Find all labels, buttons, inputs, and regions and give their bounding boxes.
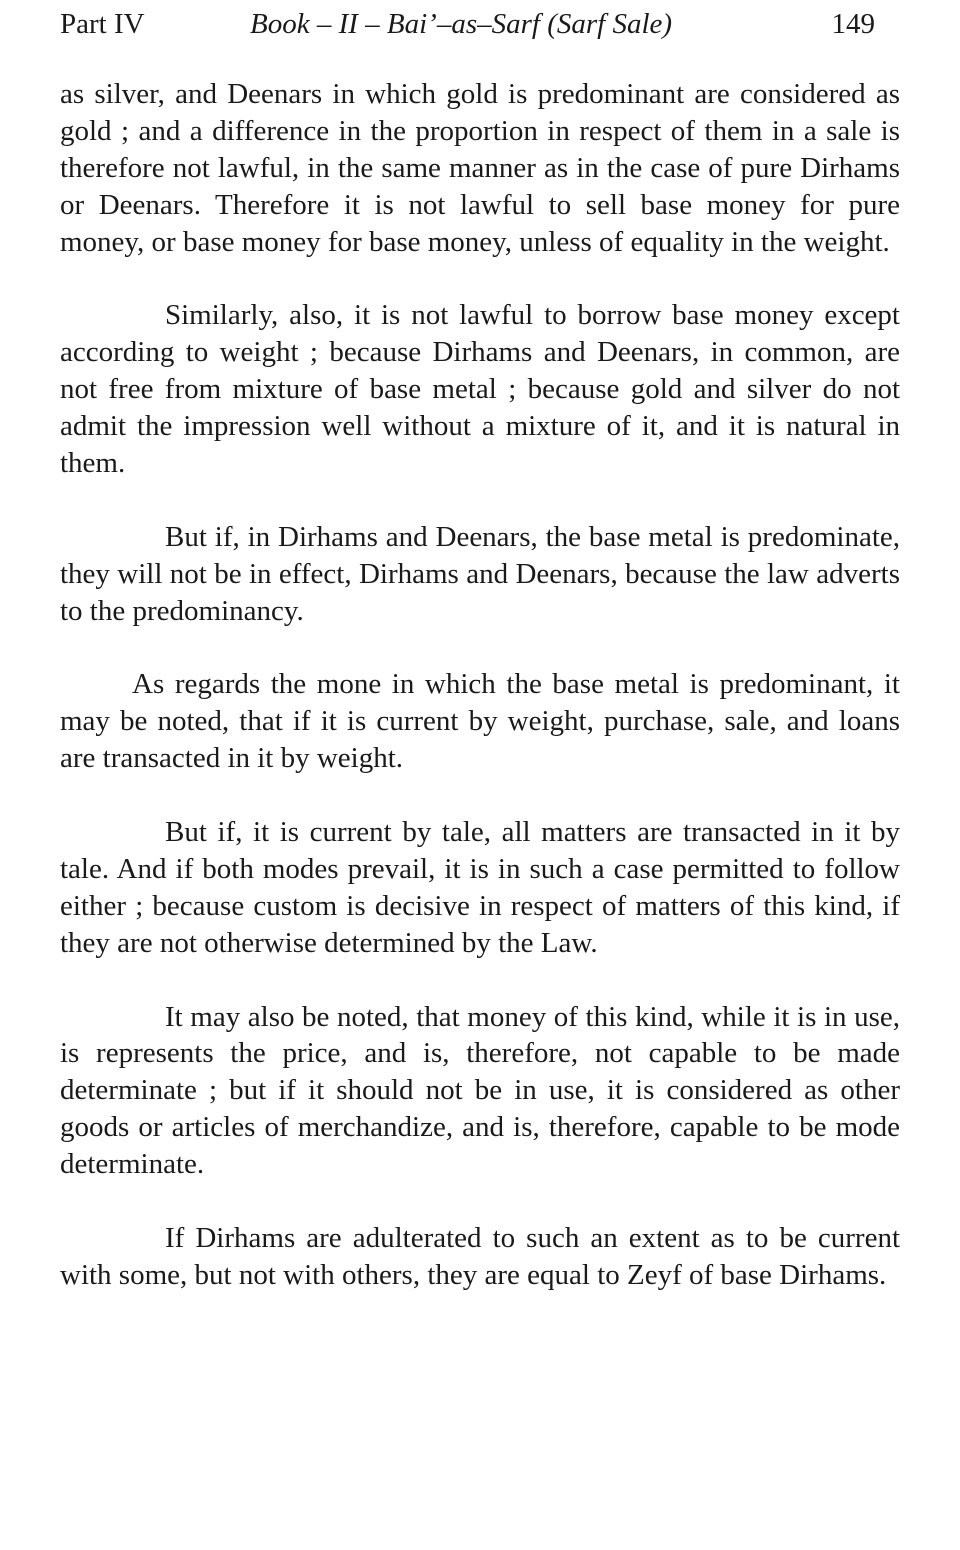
running-title: Book – II – Bai’–as–Sarf (Sarf Sale) <box>250 8 673 40</box>
page-number: 149 <box>831 8 875 40</box>
running-head <box>60 4 900 44</box>
paragraph: As regards the mone in which the base metal is predominant, it may be noted, that if it is current by weight, purchase, sale, and loans are transacted in it by weight. <box>60 668 900 775</box>
paragraph: It may also be noted, that money of this kind, while it is in use, is represents the price, and is, therefore, not capable to be made determinate ; but if it should not be in use, it is considered as other goods or articles of merchandize, and is, therefore, capable to be mode determinate. <box>60 1000 900 1181</box>
paragraph: But if, it is current by tale, all matters are transacted in it by tale. And if both modes prevail, it is in such a case permitted to follow either ; because custom is decisive in respect of matters of this kind, if they are not otherwise determined by the Law. <box>60 816 900 959</box>
part-label: Part IV <box>60 8 145 40</box>
paragraph: But if, in Dirhams and Deenars, the base metal is predominate, they will not be in effect, Dirhams and Deenars, because the law adverts to the predominancy. <box>60 520 900 627</box>
paragraph: Similarly, also, it is not lawful to borrow base money except according to weight ; because Dirhams and Deenars, in common, are not free from mixture of base metal ; because gold and silver do not admit the impression well without a mixture of it, and it is natural in them. <box>60 299 900 480</box>
paragraph: If Dirhams are adulterated to such an extent as to be current with some, but not with others, they are equal to Zeyf of base Dirhams. <box>60 1222 900 1291</box>
paragraph-continued: as silver, and Deenars in which gold is predominant are considered as gold ; and a difference in the proportion in respect of them in a sale is therefore not lawful, in the same manner as in the case of pure Dirhams or Deenars. Therefore it is not lawful to sell base money for pure money, or base money for base money, unless of equality in the weight. <box>60 78 900 258</box>
body-text <box>60 76 900 1331</box>
